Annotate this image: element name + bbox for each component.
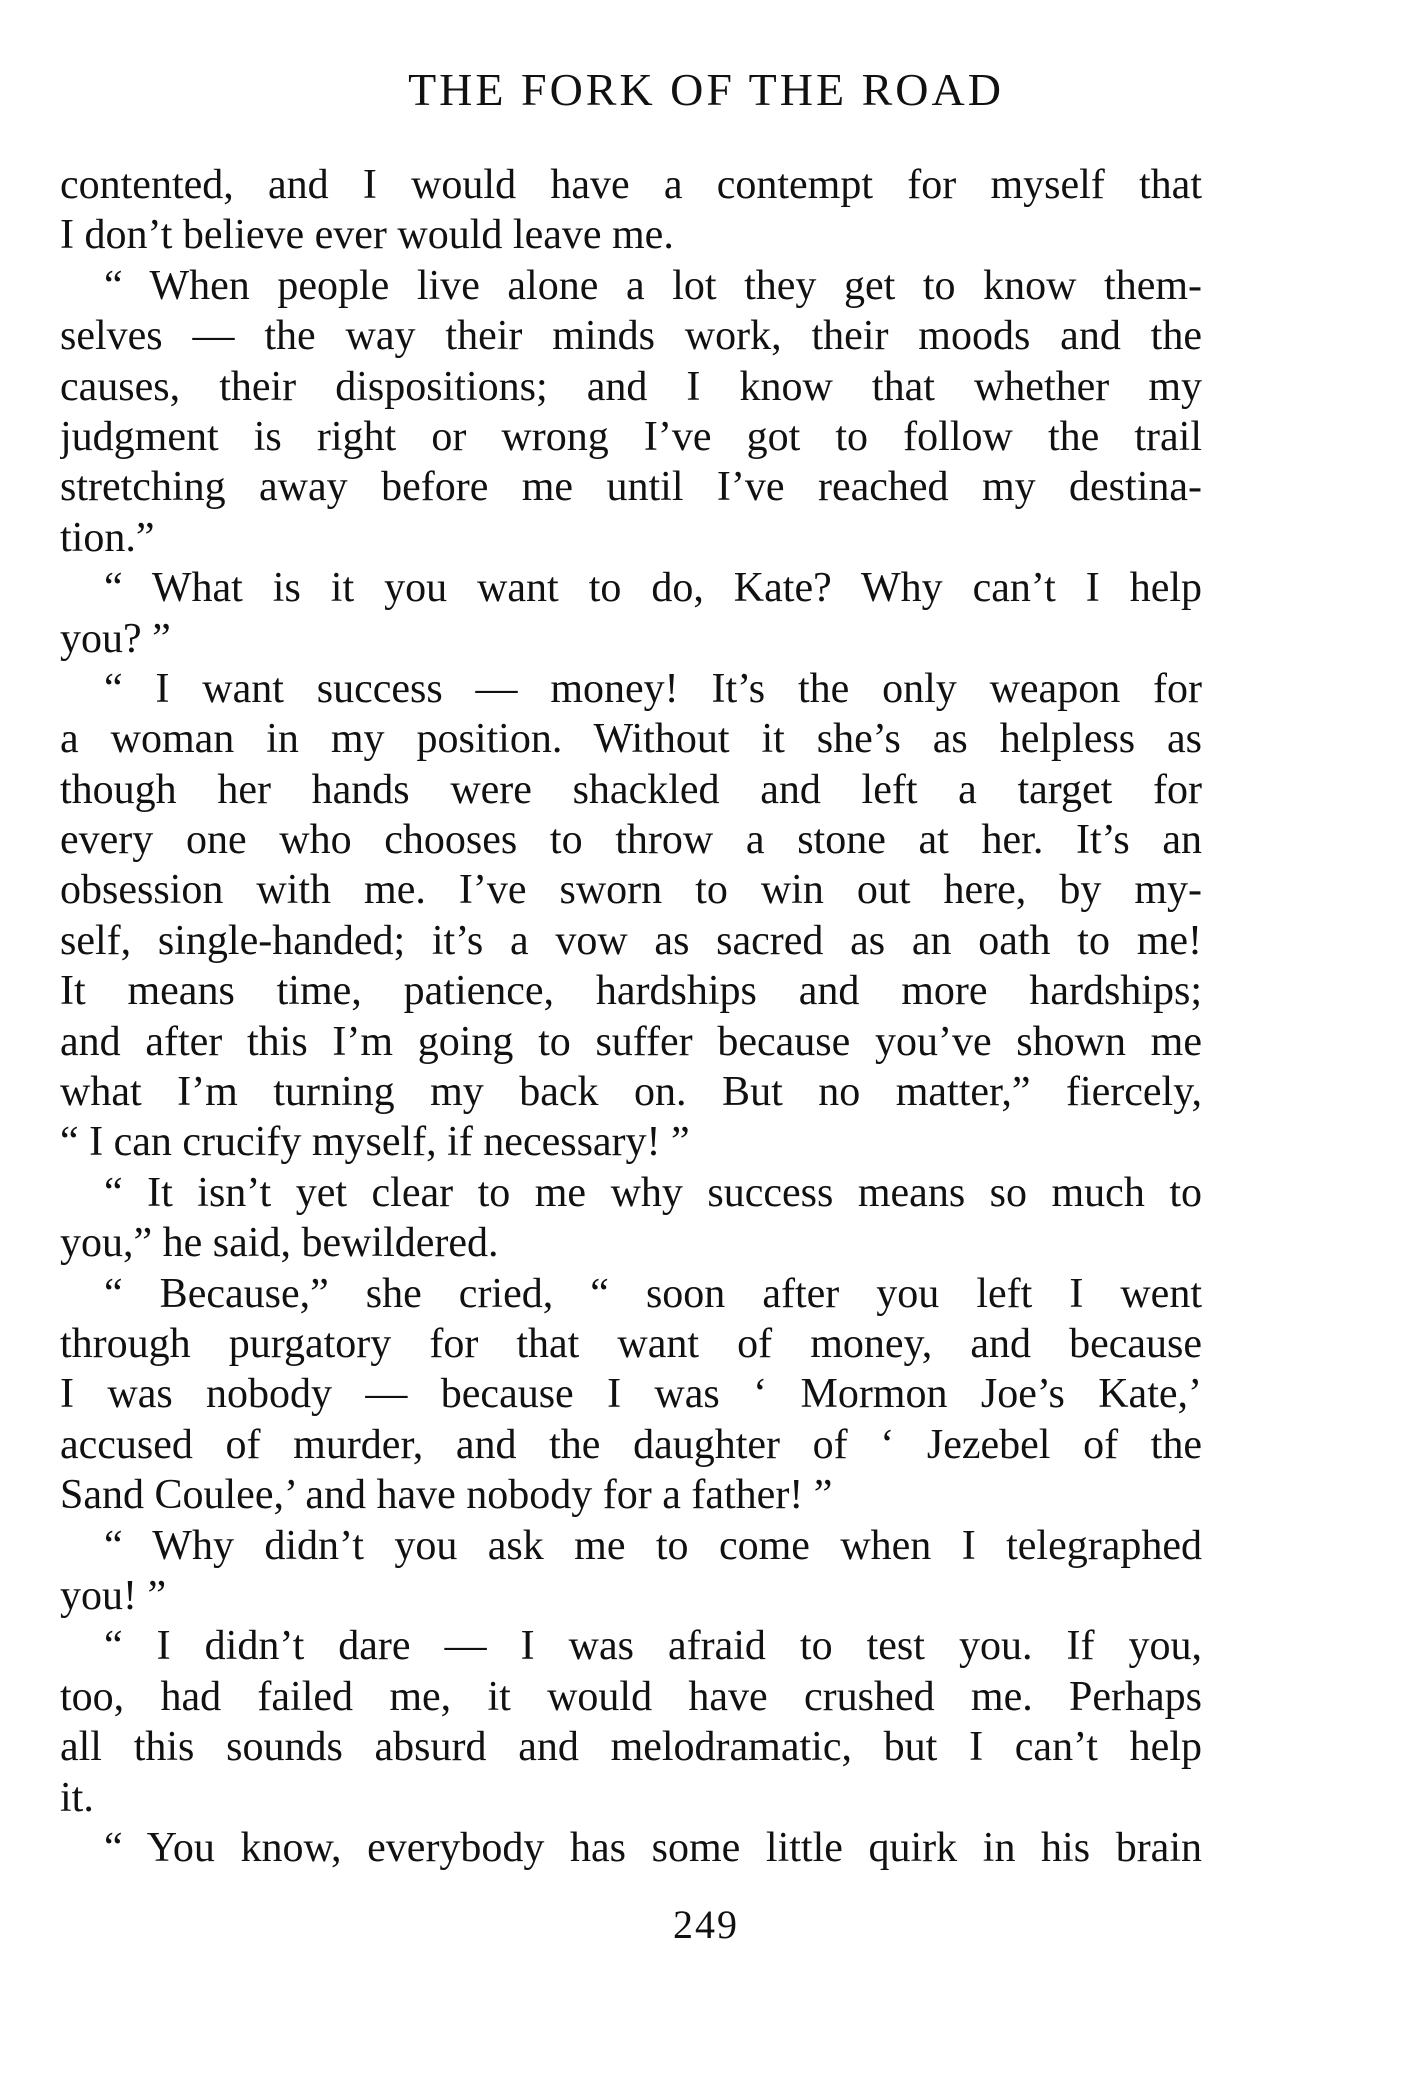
running-head: THE FORK OF THE ROAD xyxy=(408,64,1004,115)
body-text xyxy=(60,160,1202,1873)
text-line: contented, and I would have a contempt for myself that xyxy=(60,162,1202,208)
text-line: tion.” xyxy=(60,514,155,561)
text-line: too, had failed me, it would have crushed me. Perhaps xyxy=(60,1673,1202,1720)
text-line: you,” he said, bewildered. xyxy=(60,1220,499,1267)
text-line: “ What is it you want to do, Kate? Why can’t I help xyxy=(104,565,1202,612)
text-line: “ Why didn’t you ask me to come when I telegraphed xyxy=(104,1522,1202,1569)
text-line: though her hands were shackled and left a target for xyxy=(60,766,1202,813)
text-line: selves — the way their minds work, their moods and the xyxy=(60,313,1202,360)
text-line: a woman in my position. Without it she’s as helpless as xyxy=(60,716,1202,763)
text-line: accused of murder, and the daughter of ‘ Jezebel of the xyxy=(60,1421,1202,1468)
text-line: Sand Coulee,’ and have nobody for a father! ” xyxy=(60,1472,833,1519)
text-line: it. xyxy=(60,1774,94,1821)
text-line: “ It isn’t yet clear to me why success means so much to xyxy=(104,1169,1202,1216)
text-line: I don’t believe ever would leave me. xyxy=(60,212,674,259)
text-line: “ I can crucify myself, if necessary! ” xyxy=(60,1119,690,1166)
text-line: judgment is right or wrong I’ve got to follow the trail xyxy=(60,413,1202,460)
text-line: “ I didn’t dare — I was afraid to test you. If you, xyxy=(104,1623,1202,1670)
text-line: through purgatory for that want of money, and because xyxy=(60,1320,1202,1367)
text-line: “ You know, everybody has some little quirk in his brain xyxy=(104,1824,1202,1871)
page-number: 249 xyxy=(673,1902,739,1947)
text-line: every one who chooses to throw a stone at her. It’s an xyxy=(60,817,1202,864)
text-line: you! ” xyxy=(60,1572,167,1619)
text-line: all this sounds absurd and melodramatic, but I can’t help xyxy=(60,1724,1202,1771)
text-line: stretching away before me until I’ve reached my destina- xyxy=(60,464,1202,511)
text-line: obsession with me. I’ve sworn to win out here, by my- xyxy=(60,867,1202,914)
text-line: I was nobody — because I was ‘ Mormon Joe’s Kate,’ xyxy=(60,1371,1202,1418)
text-line: “ Because,” she cried, “ soon after you left I went xyxy=(104,1270,1202,1317)
text-line: self, single-handed; it’s a vow as sacred as an oath to me! xyxy=(60,917,1202,964)
text-line: what I’m turning my back on. But no matter,” fiercely, xyxy=(60,1069,1202,1116)
text-line: causes, their dispositions; and I know that whether my xyxy=(60,363,1202,410)
text-line: It means time, patience, hardships and more hardships; xyxy=(60,968,1202,1015)
text-line: “ When people live alone a lot they get to know them- xyxy=(104,262,1202,309)
text-line: you? ” xyxy=(60,615,171,662)
text-line: and after this I’m going to suffer because you’ve shown me xyxy=(60,1018,1202,1065)
text-line: “ I want success — money! It’s the only weapon for xyxy=(104,665,1202,712)
